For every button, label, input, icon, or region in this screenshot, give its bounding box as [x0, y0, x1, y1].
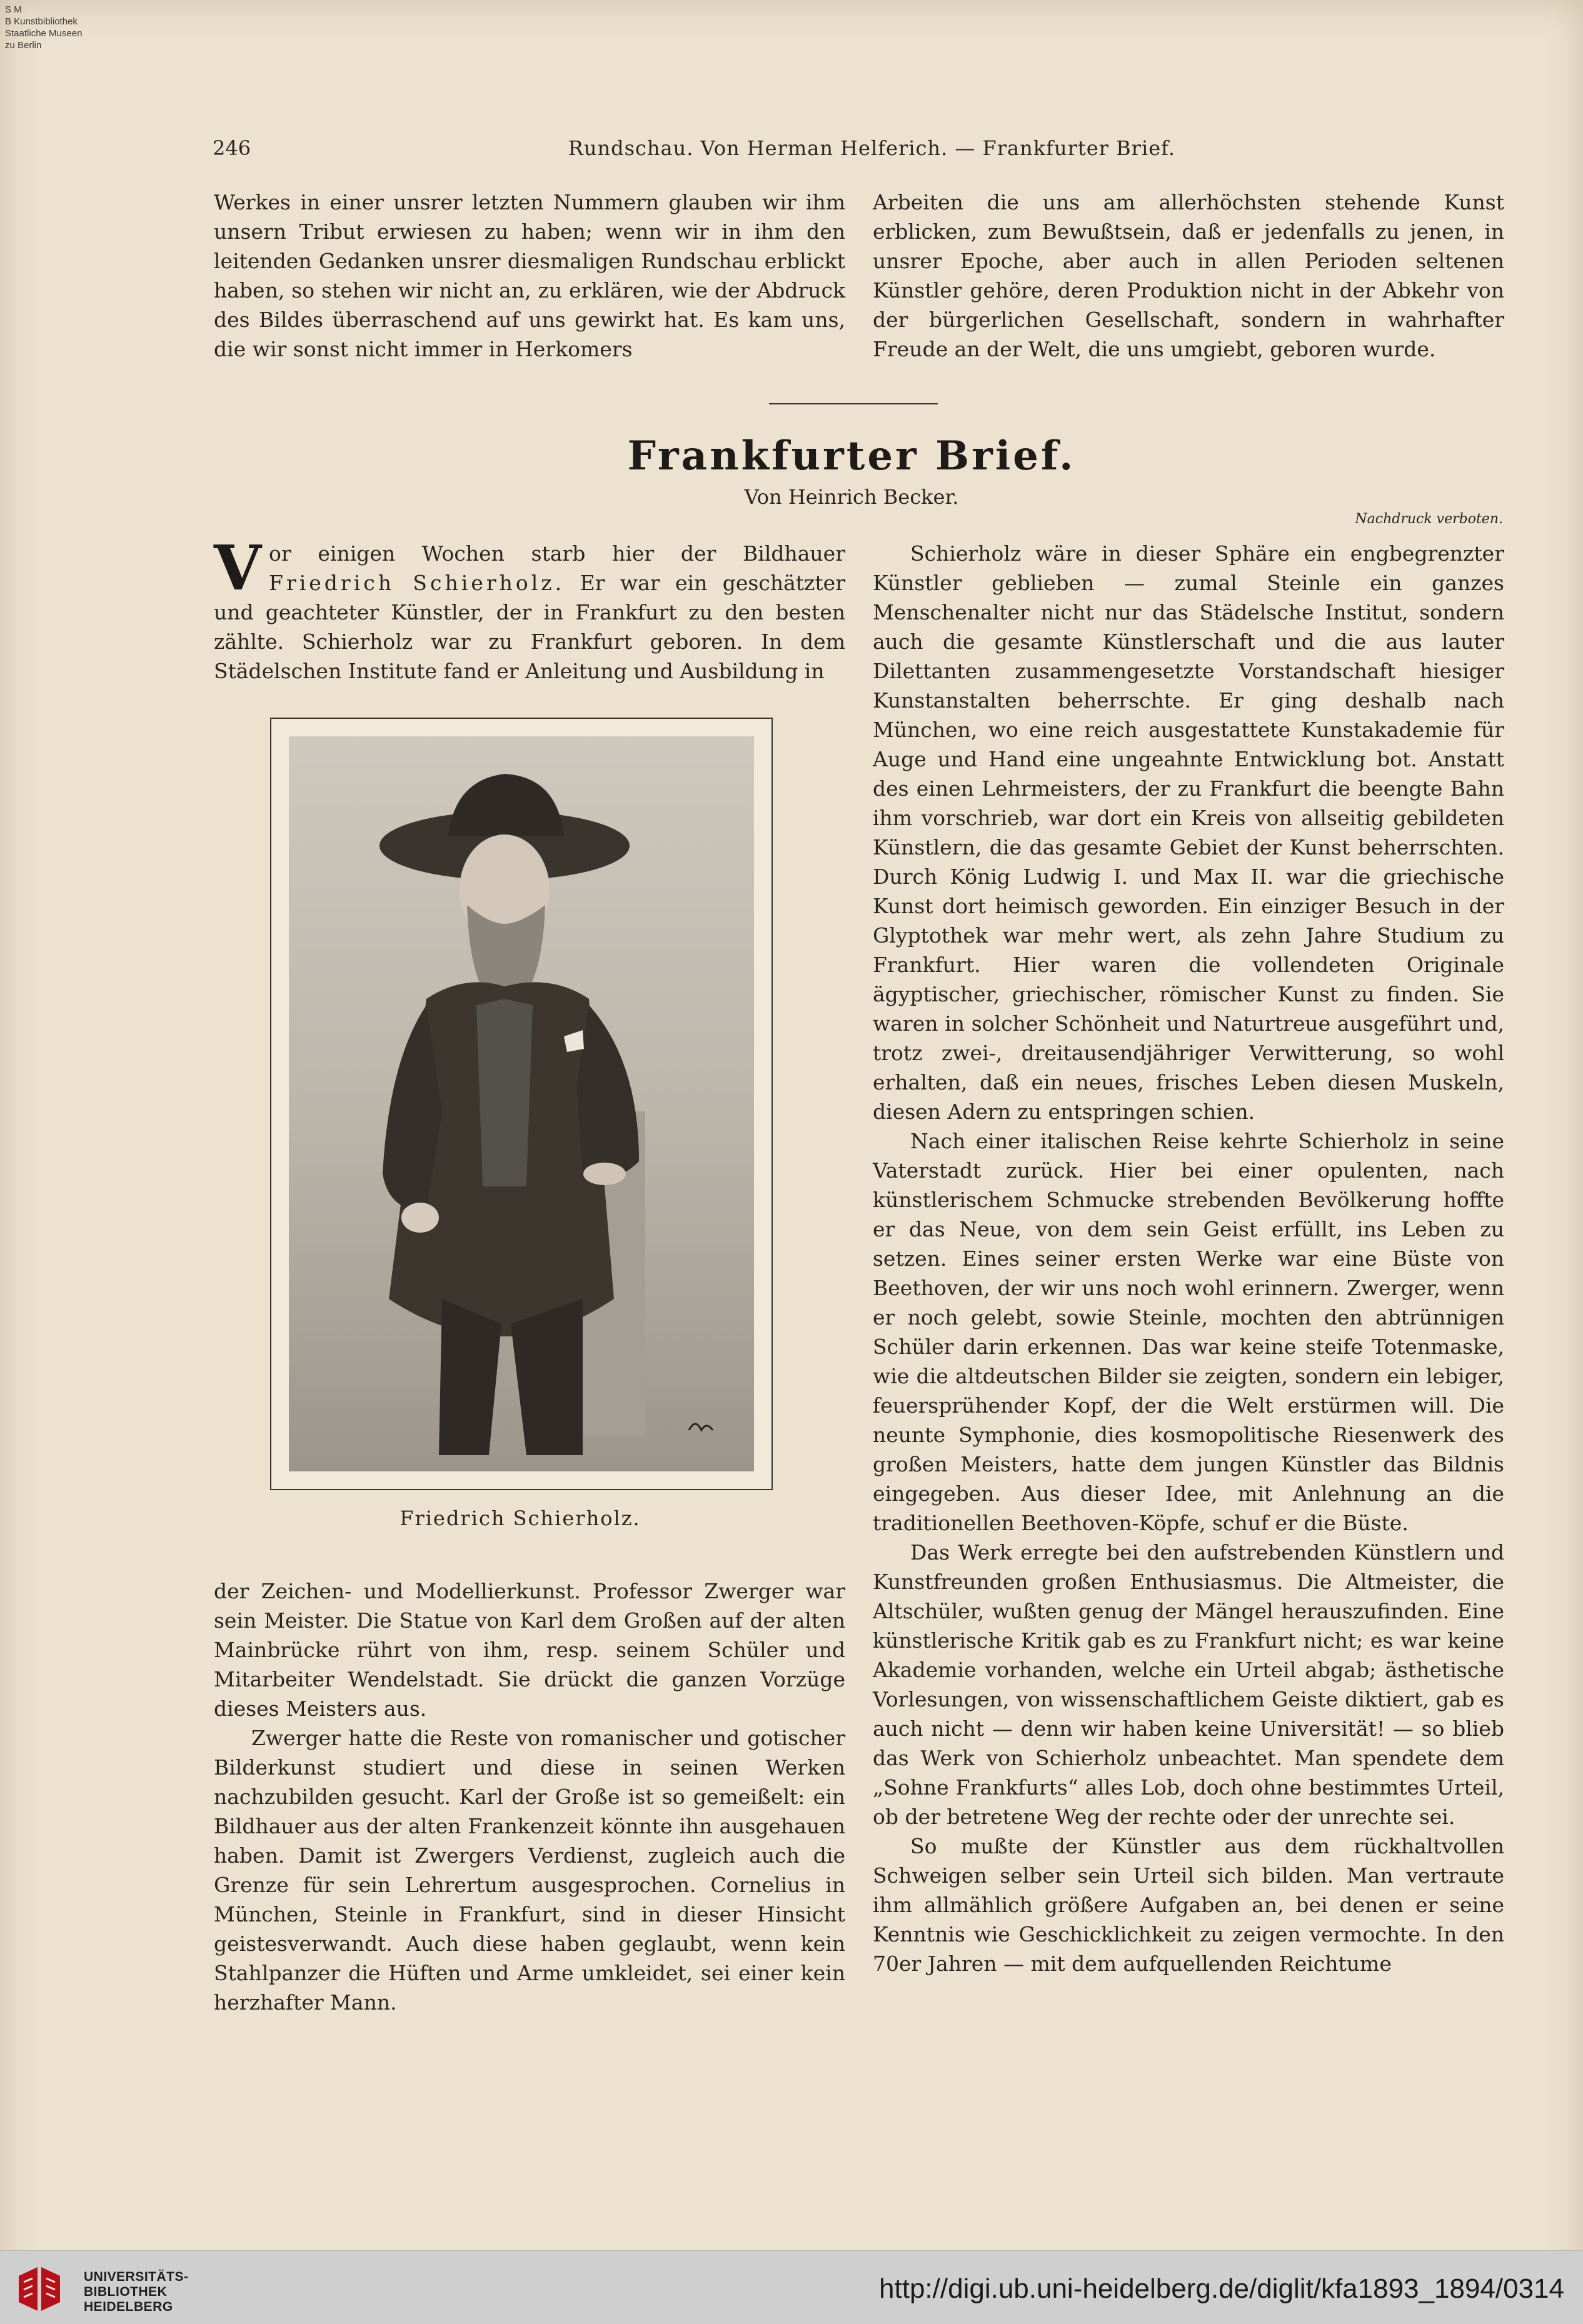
- article-byline: Von Heinrich Becker.: [744, 485, 959, 509]
- library-name: [84, 2270, 189, 2315]
- article-right-column: [873, 539, 1504, 2026]
- article-title: Frankfurter Brief.: [627, 433, 1076, 479]
- paragraph: So mußte der Künstler aus dem rückhaltvollen Schweigen selber sein Urteil sich bilden. Man vertraute ihm allmählich größere Aufgaben an, bei denen er seine Kenntnis wie Geschicklichkeit zu zeigen vermochte. In den 70er Jahren — mit dem aufquellenden Reichtume: [873, 1834, 1504, 1976]
- reprint-note: Nachdruck verboten.: [1355, 511, 1503, 527]
- library-name-line: BIBLIOTHEK: [84, 2285, 168, 2299]
- article-left-column-top: [214, 533, 845, 683]
- paragraph: Das Werk erregte bei den aufstrebenden Künstlern und Kunstfreunden großen Enthusiasmus. Die Altmeister, die Altschüler, wußten genug der Mängel herauszufinden. Eine künstlerische Kritik gab es zu Frankfurt nicht; es war keine Akademie vorhanden, welche ein Urteil abgab; ästhetische Vorlesungen, von wissenschaftlichem Geiste diktiert, gab es auch nicht — denn wir haben keine Universität! — so blieb das Werk von Schierholz unbeachtet. Man spendete dem „Sohne Frankfurts“ alles Lob, doch ohne bestimmtes Urteil, ob der betretene Weg der rechte oder der unrechte sei.: [873, 1540, 1504, 1829]
- intro-paragraph: [214, 533, 845, 686]
- paragraph: Werkes in einer unsrer letzten Nummern glauben wir ihm unsern Tribut erwiesen zu haben; wenn wir in ihm den leitenden Gedanken unsrer diesmaligen Rundschau erblickt haben, so stehen wir nicht an, zu erklären, wie der Abdruck des Bildes überraschend auf uns gewirkt hat. Es kam uns, die wir sonst nicht immer in Herkomers: [214, 190, 845, 361]
- source-url-link[interactable]: http://digi.ub.uni-heidelberg.de/diglit/kfa1893_1894/0314: [879, 2273, 1564, 2304]
- intro-text: or einigen Wochen starb hier der Bildhauer: [269, 541, 845, 566]
- library-footer: [0, 2250, 1583, 2324]
- intro-name: Friedrich Schierholz.: [269, 571, 565, 595]
- portrait-photo: [270, 718, 773, 1490]
- page-number: 246: [213, 136, 251, 160]
- article-left-column-bottom: [214, 1576, 845, 2014]
- paragraph: der Zeichen- und Modellierkunst. Professor Zwerger war sein Meister. Die Statue von Karl dem Großen auf der alten Mainbrücke rührt von ihm, resp. seinem Schüler und Mitarbeiter Wendelstadt. Sie drückt die ganzen Vorzüge dieses Meisters aus.: [214, 1579, 845, 1721]
- photo-caption: Friedrich Schierholz.: [400, 1506, 641, 1530]
- library-stamp: [5, 4, 143, 51]
- paragraph: Schierholz wäre in dieser Sphäre ein engbegrenzter Künstler geblieben — zumal Steinle ein ganzes Menschenalter nicht nur das Städelsche Institut, sondern auch die gesamte Künstlerschaft und die aus lauter Dilettanten zusammengesetzte Vorstandschaft hiesiger Kunstanstalten beherrschte. Er ging deshalb nach München, wo eine reich ausgestattete Kunstakademie für Auge und Hand eine ungeahnte Entwicklung bot. Anstatt des einen Lehrmeisters, der zu Frankfurt die beengte Bahn ihm vorschrieb, war dort ein Kreis von allseitig gebildeten Künstlern, die das gesamte Gebiet der Kunst beherrschten. Durch König Ludwig I. und Max II. war die griechische Kunst dort heimisch geworden. Ein einziger Besuch in der Glyptothek war mehr wert, als zehn Jahre Studium zu Frankfurt. Hier waren die vollendeten Originale ägyptischer, griechischer, römischer Kunst zu finden. Sie waren in solcher Schönheit und Naturtreue ausgeführt und, trotz zwei-, dreitausendjähriger Verwitterung, so wohl erhalten, daß ein neues, frisches Leben diesen Muskeln, diesen Adern zu entspringen schien.: [873, 541, 1504, 1124]
- page-header: [213, 136, 1175, 168]
- previous-article-right-column: [873, 188, 1504, 369]
- section-divider: [769, 403, 938, 404]
- running-title: Rundschau. Von Herman Helferich. — Frankfurter Brief.: [568, 136, 1175, 160]
- university-library-logo-icon: [15, 2265, 64, 2313]
- library-name-line: UNIVERSITÄTS-: [84, 2270, 189, 2284]
- paragraph: Arbeiten die uns am allerhöchsten stehende Kunst erblicken, zum Bewußtsein, daß er jedenfalls zu jenen, in unsrer Epoche, aber auch in allen Perioden seltenen Künstler gehöre, deren Produktion nicht in der Abkehr von der bürgerlichen Gesellschaft, sondern in wahrhafter Freude an der Welt, die uns umgiebt, geboren wurde.: [873, 190, 1504, 361]
- previous-article-left-column: [214, 188, 845, 369]
- stamp-line: zu Berlin: [5, 40, 42, 51]
- library-name-line: HEIDELBERG: [84, 2300, 173, 2314]
- stamp-line: Staatliche Museen: [5, 28, 83, 39]
- paragraph: Zwerger hatte die Reste von romanischer und gotischer Bilderkunst studiert und diese in seinen Werken nachzubilden gesucht. Karl der Große ist so gemeißelt: ein Bildhauer aus der alten Frankenzeit könnte ihn ausgehauen haben. Damit ist Zwergers Verdienst, zugleich auch die Grenze für sein Lehrertum ausgesprochen. Cornelius in München, Steinle in Frankfurt, sind in dieser Hinsicht geistesverwandt. Auch diese haben geglaubt, wenn kein Stahlpanzer die Hüften und Arme umkleidet, sei einer kein herzhafter Mann.: [214, 1726, 845, 2015]
- portrait-photo-image: [289, 736, 754, 1471]
- stamp-line: B Kunstbibliothek: [5, 16, 78, 27]
- intro-text-continued: Er war ein geschätzter und geachteter Künstler, der in Frankfurt zu den besten zählte. Schierholz war zu Frankfurt geboren. In dem Städelschen Institute fand er Anleitung und Ausbildung in: [214, 571, 845, 683]
- stamp-line: S M: [5, 4, 22, 15]
- paragraph: Nach einer italischen Reise kehrte Schierholz in seine Vaterstadt zurück. Hier bei einer opulenten, nach künstlerischem Schmucke strebenden Bevölkerung hoffte er das Neue, von dem sein Geist erfüllt, ins Leben zu setzen. Eines seiner ersten Werke war eine Büste von Beethoven, der wir uns noch wohl erinnern. Zwerger, wenn er noch gelebt, sowie Steinle, mochten den abtrünnigen Schüler darin erkennen. Das war keine steife Totenmaske, wie die altdeutschen Bilder sie zeigten, sondern ein lebiger, feuersprühender Kopf, der die Welt erstürmen will. Die neunte Symphonie, dies kosmopolitische Riesenwerk des großen Meisters, hatte dem jungen Künstler das Bildnis eingegeben. Aus dieser Idee, mit Anlehnung an die traditionellen Beethoven-Köpfe, schuf er die Büste.: [873, 1129, 1504, 1535]
- drop-cap: V: [214, 533, 262, 604]
